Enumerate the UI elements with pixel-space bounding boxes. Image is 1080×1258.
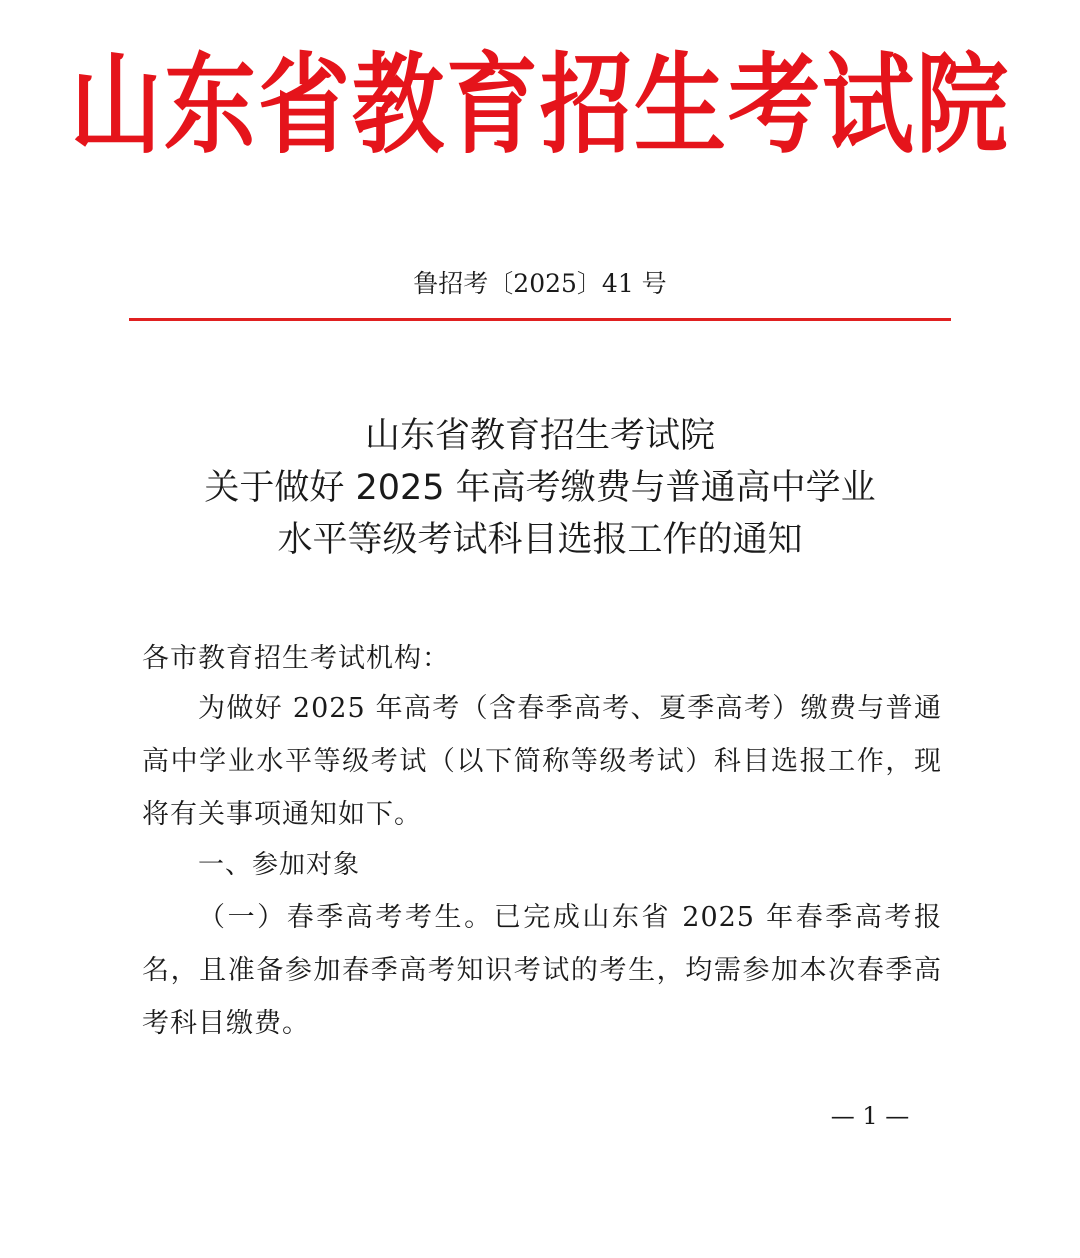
title-line-3: 水平等级考试科目选报工作的通知 <box>277 520 803 560</box>
page-number: — 1 — <box>830 1102 910 1130</box>
title-line-1: 山东省教育招生考试院 <box>364 416 715 456</box>
section-heading: 一、参加对象 <box>198 850 361 880</box>
masthead-title <box>0 42 1080 169</box>
issuer-name: 山东省教育招生考试院 <box>69 42 1010 169</box>
document-title <box>0 410 1080 566</box>
title-line-2: 关于做好 2025 年高考缴费与普通高中学业 <box>204 468 876 508</box>
document-number: 鲁招考〔2025〕41 号 <box>413 269 667 298</box>
salutation: 各市教育招生考试机构： <box>142 643 450 674</box>
red-divider-line <box>129 318 951 321</box>
section-item-paragraph: （一）春季高考考生。已完成山东省 2025 年春季高考报名，且准备参加春季高考知识考试的考生，均需参加本次春季高考科目缴费。 <box>142 902 942 1039</box>
intro-paragraph: 为做好 2025 年高考（含春季高考、夏季高考）缴费与普通高中学业水平等级考试（以下简称等级考试）科目选报工作，现将有关事项通知如下。 <box>142 693 942 830</box>
